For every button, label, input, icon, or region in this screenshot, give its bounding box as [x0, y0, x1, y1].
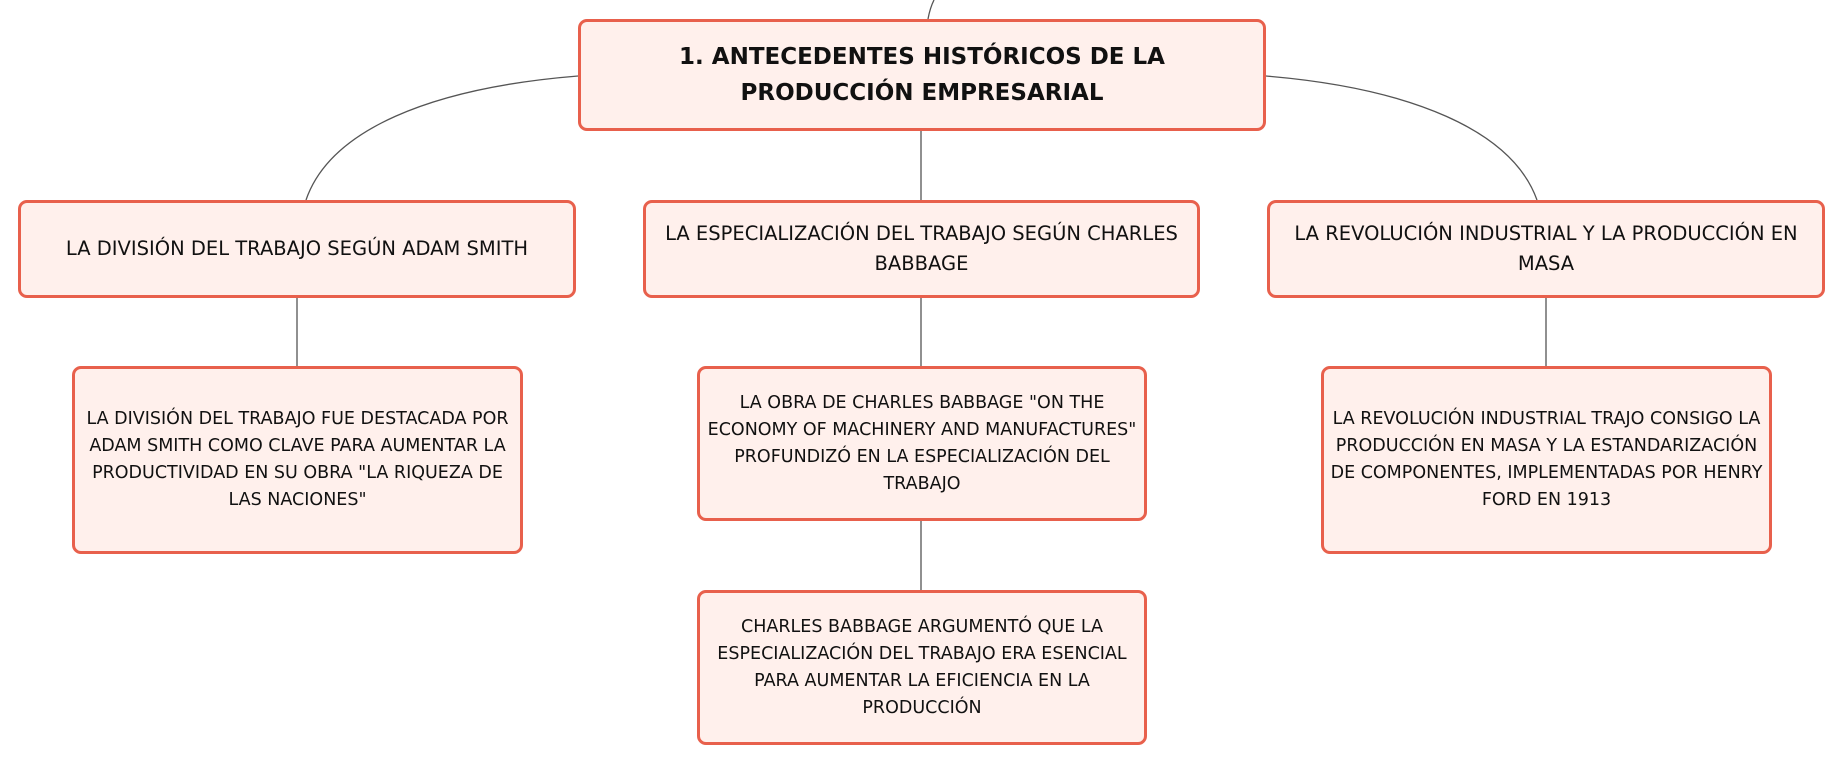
subtopic-babbage-obra[interactable]	[697, 366, 1147, 521]
central-topic[interactable]	[578, 19, 1266, 131]
topic-revolucion-industrial[interactable]	[1267, 200, 1825, 298]
connector-root-to-topic-3	[1266, 76, 1537, 200]
subtopic-label: LA DIVISIÓN DEL TRABAJO FUE DESTACADA POR ADAM SMITH COMO CLAVE PARA AUMENTAR LA PRODUCTIVIDAD EN SU OBRA "LA RIQUEZA DE LAS NACIONES"	[86, 409, 509, 510]
subtopic-henry-ford[interactable]	[1321, 366, 1772, 554]
subtopic-label: LA REVOLUCIÓN INDUSTRIAL TRAJO CONSIGO LA PRODUCCIÓN EN MASA Y LA ESTANDARIZACIÓN DE COMPONENTES, IMPLEMENTADAS POR HENRY FORD EN 1913	[1330, 409, 1763, 510]
connector-parent-to-root	[928, 0, 934, 19]
subtopic-label: CHARLES BABBAGE ARGUMENTÓ QUE LA ESPECIALIZACIÓN DEL TRABAJO ERA ESENCIAL PARA AUMENTAR LA EFICIENCIA EN LA PRODUCCIÓN	[717, 616, 1127, 718]
subtopic-label: LA OBRA DE CHARLES BABBAGE "ON THE ECONOMY OF MACHINERY AND MANUFACTURES" PROFUNDIZÓ EN LA ESPECIALIZACIÓN DEL TRABAJO	[707, 392, 1137, 494]
topic-especializacion-del-trabajo[interactable]	[643, 200, 1200, 298]
subtopic-adam-smith[interactable]	[72, 366, 523, 554]
topic-division-del-trabajo[interactable]	[18, 200, 576, 298]
topic-label: LA DIVISIÓN DEL TRABAJO SEGÚN ADAM SMITH	[65, 237, 529, 260]
subtopic-babbage-eficiencia[interactable]	[697, 590, 1147, 745]
connector-root-to-topic-1	[306, 76, 578, 200]
topic-label: LA REVOLUCIÓN INDUSTRIAL Y LA PRODUCCIÓN EN MASA	[1294, 222, 1798, 275]
central-topic-label: 1. ANTECEDENTES HISTÓRICOS DE LA PRODUCCIÓN EMPRESARIAL	[679, 44, 1165, 106]
topic-label: LA ESPECIALIZACIÓN DEL TRABAJO SEGÚN CHARLES BABBAGE	[665, 222, 1178, 275]
